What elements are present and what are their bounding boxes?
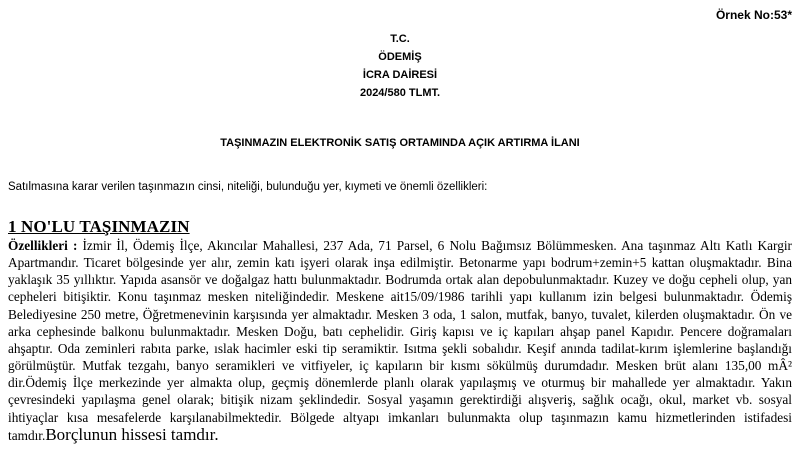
- intro-text: Satılmasına karar verilen taşınmazın cinsi, niteliği, bulunduğu yer, kıymeti ve önemli özellikleri:: [8, 181, 488, 193]
- announcement-title: TAŞINMAZIN ELEKTRONİK SATIŞ ORTAMINDA AÇIK ARTIRMA İLANI: [220, 137, 580, 149]
- features-label: Özellikleri :: [8, 238, 78, 253]
- header-line-tc: T.C.: [390, 33, 410, 45]
- court-header: [0, 30, 800, 102]
- example-number: Örnek No:53*: [715, 8, 792, 22]
- features-tail: Borçlunun hissesi tamdır.: [45, 424, 219, 444]
- property-features: [8, 237, 792, 444]
- features-text: İzmir İl, Ödemiş İlçe, Akıncılar Mahallesi, 237 Ada, 71 Parsel, 6 Nolu Bağımsız Bölümmesken. Ana taşınmaz Altı Katlı Kargir Apartmandır. Ticaret bölgesinde yer alır, zemin katı işyeri olarak inşa edilmiştir. Betonarme yapı bodrum+zemin+5 kattan oluşmaktadır. Bina yaklaşık 35 yıllıktır. Yapıda asansör ve doğalgaz hattı bulunmaktadır. Bodrumda ortak alan depobulunmaktadır. Kuzey ve doğu cepheli olup, yan cepheleri bitişiktir. Konu taşınmaz mesken niteliğindedir. Meskene ait15/09/1986 tarihli yapı kullanım izin belgesi bulunmaktadır. Ödemiş Belediyesine 250 metre, Öğretmenevinin karşısında yer almaktadır. Mesken 3 oda, 1 salon, mutfak, banyo, tuvalet, kilerden oluşmaktadır. Ön ve arka cephesinde balkonu bulunmaktadır. Mesken Doğu, batı cephelidir. Giriş kapısı ve iç kapıları ahşap panel Kapıdır. Pencere doğramaları ahşaptır. Oda zeminleri rabıta parke, ıslak hacimler eski tip seramiktir. Isıtma şekli sobalıdır. Keşif anında tadilat-kırım işlemlerine başlandığı görülmüştür. Mutfak tezgahı, banyo seramikleri ve vitfiyeler, iç kapıların bir kısmı sökülmüş durumdadır. Mesken brüt alanı 135,00 mÂ² dir.Ödemiş İlçe merkezinde yer almakta olup, geçmiş dönemlerde planlı olarak yapılaşmış ve oturmuş bir mahallede yer almaktadır. Yakın çevresindeki yapılaşma genel olarak; bitişik nizam şeklindedir. Sosyal yaşamın gerektirdiği alışveriş, sağlık ocağı, okul, market vb. sosyal ihtiyaçlar kısa mesafelerde karşılanabilmektedir. Bölgede altyapı imkanları bulunmakta olup taşınmazın kamu hizmetlerinden istifadesi tamdır.: [8, 238, 792, 443]
- header-line-city: ÖDEMİŞ: [378, 51, 422, 63]
- header-line-office: İCRA DAİRESİ: [362, 69, 438, 81]
- header-line-file-number: 2024/580 TLMT.: [359, 87, 441, 99]
- section-title: 1 NO'LU TAŞINMAZIN: [8, 217, 190, 236]
